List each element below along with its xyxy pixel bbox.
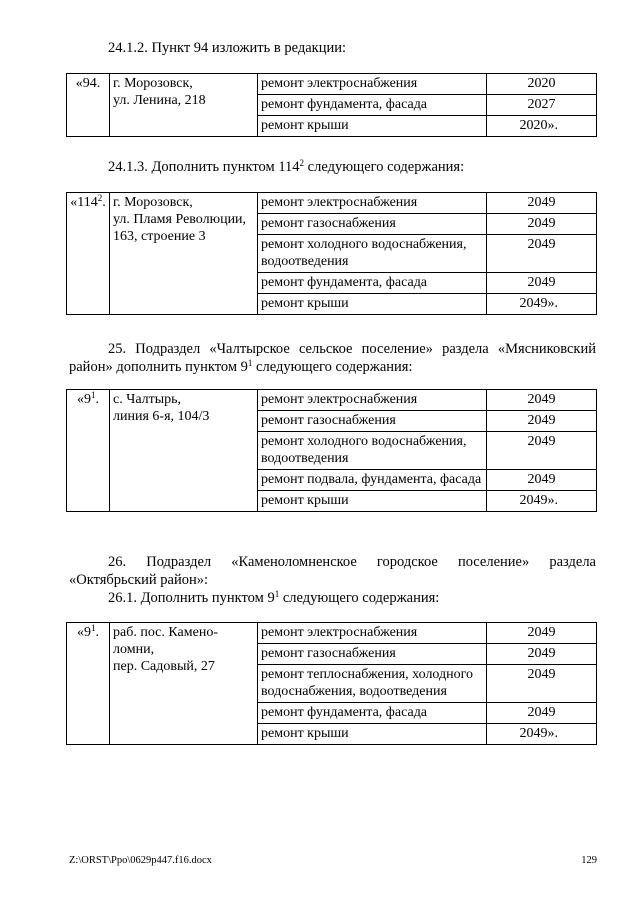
superscript: 1 — [247, 358, 253, 369]
table-item-9-1-kamenolomni — [66, 622, 597, 745]
item-number-dot: . — [95, 625, 99, 640]
paragraph-text: следующего содержания: — [252, 359, 413, 375]
footer-file-path: Z:\ORST\Ppo\0629p447.f16.docx — [69, 855, 212, 866]
year-cell: 2049 — [487, 432, 597, 470]
year-cell: 2049 — [487, 273, 597, 294]
work-cell: ремонт газоснабжения — [258, 214, 487, 235]
year-cell: 2049 — [487, 470, 597, 491]
address-line: пер. Садовый, 27 — [113, 659, 215, 674]
item-number-cell — [67, 74, 110, 137]
address-line: ломни, — [113, 642, 155, 657]
year-cell: 2027 — [487, 95, 597, 116]
table-item-9-1-chaltyr — [66, 389, 597, 512]
address-cell — [110, 623, 258, 745]
work-cell: ремонт крыши — [258, 116, 487, 137]
address-cell — [110, 193, 258, 315]
superscript: 1 — [274, 589, 280, 600]
work-cell: ремонт электроснабжения — [258, 390, 487, 411]
year-cell: 2049 — [487, 214, 597, 235]
year-cell: 2049». — [487, 294, 597, 315]
work-cell: ремонт фундамента, фасада — [258, 95, 487, 116]
year-cell: 2020». — [487, 116, 597, 137]
year-cell: 2049 — [487, 193, 597, 214]
item-number: «114 — [70, 195, 98, 210]
superscript: 1 — [91, 390, 96, 401]
paragraph-26-1 — [108, 589, 439, 607]
year-cell: 2049 — [487, 623, 597, 644]
address-line: г. Морозовск, — [113, 195, 193, 210]
work-cell: ремонт крыши — [258, 724, 487, 745]
paragraph-text: район» дополнить пунктом 9 — [69, 359, 248, 375]
paragraph-25-line2 — [69, 358, 412, 376]
year-cell: 2049 — [487, 644, 597, 665]
address-line: ул. Пламя Революции, — [113, 212, 247, 227]
work-cell: ремонт теплоснабжения, холодного водоснабжения, водоотведения — [258, 665, 487, 703]
year-cell: 2049». — [487, 724, 597, 745]
year-cell: 2049 — [487, 411, 597, 432]
superscript: 2 — [97, 193, 103, 204]
work-cell: ремонт фундамента, фасада — [258, 703, 487, 724]
address-line: 163, строение 3 — [113, 229, 206, 244]
paragraph-25-line1 — [69, 340, 596, 358]
paragraph-text: 24.1.3. Дополнить пунктом 114 — [108, 159, 300, 175]
work-cell: ремонт фундамента, фасада — [258, 273, 487, 294]
work-cell: ремонт холодного водоснабжения, водоотведения — [258, 432, 487, 470]
paragraph-24-1-3 — [108, 158, 464, 176]
superscript: 2 — [299, 158, 305, 169]
work-cell: ремонт электроснабжения — [258, 193, 487, 214]
item-number: «94. — [75, 76, 101, 91]
item-number-dot: . — [95, 392, 99, 407]
item-number-cell — [67, 623, 110, 745]
paragraph-text: следующего содержания: — [304, 159, 465, 175]
work-cell: ремонт электроснабжения — [258, 623, 487, 644]
work-cell: ремонт газоснабжения — [258, 411, 487, 432]
address-line: линия 6-я, 104/3 — [113, 409, 210, 424]
paragraph-24-1-2 — [108, 39, 346, 57]
address-line: г. Морозовск, — [113, 76, 193, 91]
paragraph-text: 26.1. Дополнить пунктом 9 — [108, 590, 275, 606]
address-line: с. Чалтырь, — [113, 392, 182, 407]
address-line: ул. Ленина, 218 — [113, 93, 206, 108]
table-item-114-2 — [66, 192, 597, 315]
table-row — [67, 623, 597, 644]
item-number-cell — [67, 390, 110, 512]
paragraph-text: 24.1.2. Пункт 94 изложить в редакции: — [108, 40, 347, 56]
paragraph-text: 26. Подраздел «Каменоломненское городское поселение» раздела — [108, 554, 596, 570]
paragraph-text: 25. Подраздел «Чалтырское сельское поселение» раздела «Мясниковский — [108, 341, 596, 357]
work-cell: ремонт газоснабжения — [258, 644, 487, 665]
address-cell — [110, 390, 258, 512]
item-number: «9 — [77, 625, 91, 640]
table-item-94 — [66, 73, 597, 137]
address-line: раб. пос. Камено- — [113, 625, 218, 640]
address-cell — [110, 74, 258, 137]
year-cell: 2049 — [487, 703, 597, 724]
work-cell: ремонт крыши — [258, 491, 487, 512]
table-row — [67, 74, 597, 95]
paragraph-text: «Октябрьский район»: — [69, 572, 208, 588]
year-cell: 2049 — [487, 390, 597, 411]
paragraph-text: следующего содержания: — [279, 590, 440, 606]
paragraph-26-line1 — [69, 553, 596, 571]
work-cell: ремонт крыши — [258, 294, 487, 315]
table-row — [67, 390, 597, 411]
year-cell: 2049». — [487, 491, 597, 512]
footer-page-number: 129 — [581, 855, 597, 866]
work-cell: ремонт холодного водоснабжения, водоотведения — [258, 235, 487, 273]
work-cell: ремонт электроснабжения — [258, 74, 487, 95]
item-number: «9 — [77, 392, 91, 407]
paragraph-26-line2 — [69, 571, 208, 589]
item-number-dot: . — [102, 195, 106, 210]
table-row — [67, 193, 597, 214]
year-cell: 2020 — [487, 74, 597, 95]
item-number-cell — [67, 193, 110, 315]
work-cell: ремонт подвала, фундамента, фасада — [258, 470, 487, 491]
year-cell: 2049 — [487, 235, 597, 273]
superscript: 1 — [91, 623, 96, 634]
year-cell: 2049 — [487, 665, 597, 703]
